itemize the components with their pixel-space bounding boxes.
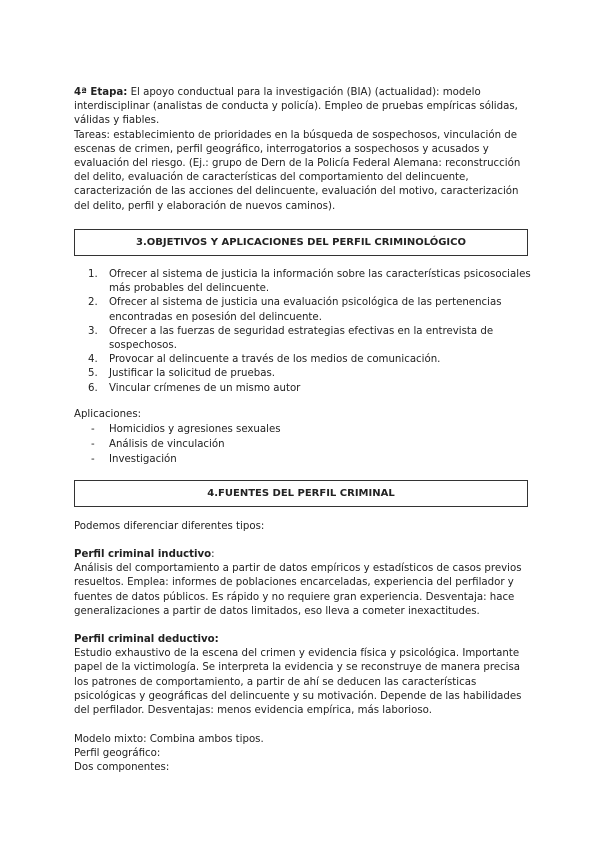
aplicaciones-list [74,422,536,467]
aplicacion-item: - Homicidios y agresiones sexuales [91,424,281,436]
objetivo-text: Justificar la solicitud de pruebas. [109,368,275,380]
objetivo-item [74,268,536,296]
inductivo-title: Perfil criminal inductivo [74,549,212,560]
aplicaciones-block [74,408,536,467]
section4-intro: Podemos diferenciar diferentes tipos: [74,521,265,532]
deductivo-text: Estudio exhaustivo de la escena del crimen y evidencia física y psicológica. Importante papel de la victimología. Se interpreta la evidencia y se reconstruye de manera precisa los patrones de comportamiento, a partir de ahí se deducen las características psicológicas y geográficas del delincuente y su motivación. Depende de las habilidades del perfilador. Desventajas: menos evidencia empírica, más laborioso. [74,648,522,717]
etapa4-tareas: Tareas: establecimiento de prioridades en la búsqueda de sospechosos, vinculación de escenas de crimen, perfil geográfico, interrogatorios a sospechosos y acusados y evaluación del riesgo. (Ej.: grupo de Dern de la Policía Federal Alemana: reconstrucción del delito, evaluación de características del comportamiento del delincuente, caracterización de las acciones del delincuente, evaluación del motivo, caracterización del delito, perfil y elaboración de nuevos caminos). [74,129,521,212]
objetivo-item [74,325,536,353]
aplicaciones-label: Aplicaciones: [74,409,142,420]
objetivo-text: Provocar al delincuente a través de los medios de comunicación. [109,354,441,366]
inductivo-block [74,548,536,619]
section4-title-box [74,480,528,507]
deductivo-block [74,633,536,718]
section4-intro-block [74,520,536,534]
objetivo-item [74,382,536,396]
aplicacion-item: - Análisis de vinculación [91,439,225,451]
modelo-mixto: Modelo mixto: Combina ambos tipos. [74,734,264,745]
etapa4-text: El apoyo conductual para la investigación (BIA) (actualidad): modelo interdisciplinar (analistas de conducta y policía). Empleo de pruebas empíricas sólidas, válidas y fiables. [74,87,518,127]
objetivo-item [74,353,536,367]
aplicacion-text: Investigación [109,454,177,466]
objetivo-number: 2. [88,297,98,309]
etapa4-label: 4ª Etapa: [74,87,128,98]
section4-title: 4.FUENTES DEL PERFIL CRIMINAL [207,488,395,499]
objetivo-text: Ofrecer a las fuerzas de seguridad estrategias efectivas en la entrevista de sospechosos. [109,325,494,352]
objetivo-item [74,296,536,324]
objetivo-number: 6. [88,382,98,394]
objetivos-block [74,268,536,396]
etapa4-paragraph [74,86,536,129]
section3-title: 3.OBJETIVOS Y APLICACIONES DEL PERFIL CRIMINOLÓGICO [136,237,466,248]
objetivo-number: 4. [88,354,98,366]
objetivo-text: Ofrecer al sistema de justicia la información sobre las características psicosociales más probables del delincuente. [109,269,531,295]
objetivo-item [74,367,536,381]
objetivos-list [74,268,536,396]
objetivo-number: 1. [88,269,98,280]
deductivo-title: Perfil criminal deductivo: [74,634,219,645]
perfil-geografico: Perfil geográfico: [74,748,161,760]
dos-componentes: Dos componentes: [74,762,170,774]
aplicacion-item: - Investigación [91,454,177,466]
deductivo-heading [74,633,536,647]
objetivo-text: Vincular crímenes de un mismo autor [109,382,301,394]
inductivo-text: Análisis del comportamiento a partir de datos empíricos y estadísticos de casos previos resueltos. Emplea: informes de poblaciones encarceladas, experiencia del perfilador y fuentes de datos públicos. Es rápido y no requiere gran experiencia. Desventaja: hace generalizaciones a partir de datos limitados, eso lleva a cometer inexactitudes. [74,563,522,617]
etapa4-block [74,86,536,214]
inductivo-heading: Perfil criminal inductivo: [74,549,215,560]
section3-title-box [74,229,528,256]
aplicacion-text: Homicidios y agresiones sexuales [109,424,281,436]
objetivo-number: 5. [88,368,98,380]
aplicacion-text: Análisis de vinculación [109,439,225,451]
objetivo-number: 3. [88,325,98,337]
objetivo-text: Ofrecer al sistema de justicia una evaluación psicológica de las pertenencias encontradas en posesión del delincuente. [109,297,502,323]
modelos-block [74,733,536,776]
